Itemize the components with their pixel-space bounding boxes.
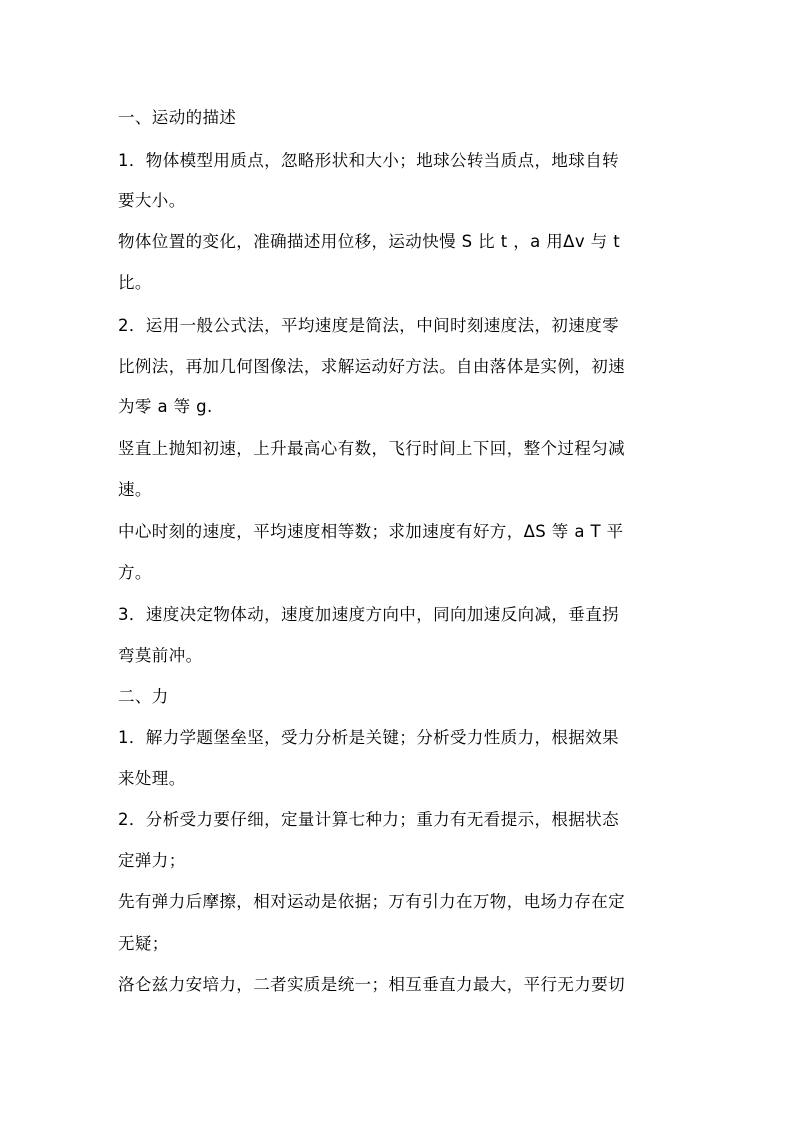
paragraph-line: 要大小。: [118, 191, 186, 210]
paragraph-line: 1．解力学题堡垒坚，受力分析是关键；分析受力性质力，根据效果: [118, 728, 619, 747]
section-heading-motion: 一、运动的描述: [118, 108, 237, 127]
paragraph-line: 3．速度决定物体动，速度加速度方向中，同向加速反向减，垂直拐: [118, 605, 619, 624]
paragraph-line: 竖直上抛知初速，上升最高心有数，飞行时间上下回，整个过程匀减: [118, 439, 625, 458]
paragraph-line: 弯莫前冲。: [118, 646, 203, 665]
paragraph-line: 物体位置的变化，准确描述用位移，运动快慢 S 比 t ，a 用Δv 与 t: [118, 232, 621, 251]
paragraph-line: 定弹力；: [118, 851, 186, 870]
paragraph-line: 2．运用一般公式法，平均速度是简法，中间时刻速度法，初速度零: [118, 316, 619, 335]
paragraph-line: 洛仑兹力安培力，二者实质是统一；相互垂直力最大，平行无力要切: [118, 975, 625, 994]
paragraph-line: 2．分析受力要仔细，定量计算七种力；重力有无看提示，根据状态: [118, 810, 619, 829]
paragraph-line: 为零 a 等 g.: [118, 397, 213, 416]
paragraph-line: 先有弹力后摩擦，相对运动是依据；万有引力在万物，电场力存在定: [118, 892, 625, 911]
paragraph-line: 比例法，再加几何图像法，求解运动好方法。自由落体是实例，初速: [118, 357, 625, 376]
paragraph-line: 中心时刻的速度，平均速度相等数；求加速度有好方，ΔS 等 a T 平: [118, 522, 624, 541]
paragraph-line: 比。: [118, 273, 152, 292]
paragraph-line: 速。: [118, 480, 152, 499]
paragraph-line: 无疑；: [118, 934, 169, 953]
paragraph-line: 1．物体模型用质点，忽略形状和大小；地球公转当质点，地球自转: [118, 151, 619, 170]
section-heading-force: 二、力: [118, 687, 169, 706]
paragraph-line: 方。: [118, 563, 152, 582]
paragraph-line: 来处理。: [118, 769, 186, 788]
